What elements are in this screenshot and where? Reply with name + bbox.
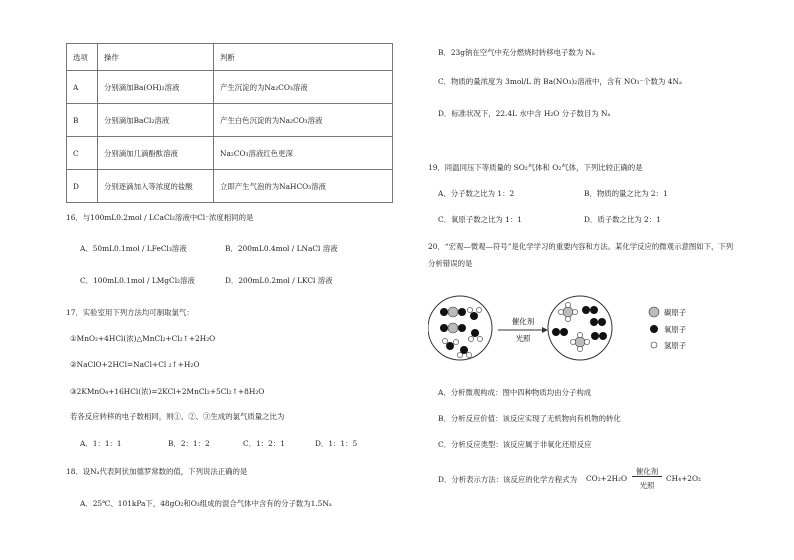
ch4-molecule [570,332,589,351]
o2-molecule [590,318,606,326]
h2o-molecule [468,329,482,342]
arrow-light-label: 光照 [515,334,531,343]
q17-reaction-2: ②NaClO+2HCl=NaCl+Cl ₂↑+H₂O [70,360,200,369]
q16-option-b: B．200mL0.4mol / LNaCl 溶液 [225,244,338,253]
q18-option-b: B．23g钠在空气中充分燃烧时转移电子数为 Nₐ [438,48,595,57]
q20-option-b: B．分析反应价值：该反应实现了无机物向有机物的转化 [438,414,621,423]
co2-molecule [440,307,466,317]
table-header: 判断 [214,44,393,71]
q19-option-c: C．氧原子数之比为 1：1 [438,215,522,224]
table-cell: D [67,170,98,203]
q18-option-c: C．物质的量浓度为 3mol/L 的 Ba(NO₃)₂溶液中，含有 NO₃⁻个数为 4Nₐ [438,77,682,86]
hydrogen-atom-legend-icon [651,342,657,348]
arrow-head [542,327,548,333]
table-cell: Na₂CO₃溶液红色更深 [214,137,393,170]
q20-equation-light: 光照 [639,481,655,490]
table-cell: A [67,71,98,104]
q20-stem-cont: 分析错误的是 [428,259,473,268]
q20-option-a: A．分析微观构成：图中四种物质均由分子构成 [438,388,592,397]
q19-option-a: A．分子数之比为 1：2 [438,189,515,198]
options-table [66,43,393,203]
table-row [67,170,393,203]
ch4-molecule [558,302,577,321]
arrow-catalyst-label: 催化剂 [511,317,535,326]
carbon-atom-legend-icon [649,307,659,317]
reaction-diagram [428,288,718,370]
oxygen-atom-legend-icon [650,325,658,333]
q20-equation-catalyst: 催化剂 [635,467,659,476]
table-header: 操作 [98,44,214,71]
q18-option-d: D．标准状况下，22.4L 水中含 H₂O 分子数目为 Nₐ [438,109,611,118]
q17-stem: 17．实验室用下列方法均可制取氯气： [66,308,194,317]
q20-option-c: C．分析反应类型：该反应属于非氧化还原反应 [438,440,592,449]
table-cell: 分别逐滴加入等浓度的盐酸 [98,170,214,203]
q16-option-c: C．100mL0.1mol / LMgCl₂溶液 [80,276,195,285]
q17-question: 若各反应转移的电子数相同，则①、②、③生成的氯气质量之比为 [70,412,285,421]
legend-hydrogen: 氢原子 [664,341,687,350]
table-cell: 产生沉淀的为Na₂CO₃溶液 [214,71,393,104]
q20-stem: 20．“宏观—微观—符号”是化学学习的重要内容和方法。某化学反应的微观示意图如下，下列 [428,242,734,251]
q20-equation-right: CH₄+2O₂ [666,474,701,483]
o2-molecule [591,332,607,340]
table-header: 选项 [67,44,98,71]
q17-option-a: A．1：1：1 [80,439,122,448]
q19-option-d: D．质子数之比为 2：1 [584,215,661,224]
q18-option-a: A．25℃、101kPa下，48gO₂和O₃组成的混合气体中含有的分子数为1.5Nₐ [80,499,332,508]
table-cell: 产生白色沉淀的为Na₂CO₃溶液 [214,104,393,137]
table-row [67,104,393,137]
q20-equation-left: CO₂+2H₂O [586,474,628,483]
legend-oxygen: 氧原子 [664,325,687,334]
table-row [67,137,393,170]
table-cell: 分别滴加几滴酚酞溶液 [98,137,214,170]
q17-option-b: B．2：1：2 [168,439,210,448]
table-cell: 分别滴加Ba(OH)₂溶液 [98,71,214,104]
q20-equation-arrow [632,476,662,477]
co2-molecule [440,323,466,333]
table-row [67,71,393,104]
q17-reaction-3: ③2KMnO₄+16HCl(浓)=2KCl+2MnCl₂+5Cl₂↑+8H₂O [70,387,265,396]
q17-reaction-1: ①MnO₂+4HCl(浓)△MnCl₂+Cl₂↑+2H₂O [70,334,216,343]
q16-option-a: A．50mL0.1mol / LFeCl₃溶液 [80,244,187,253]
table-cell: 立即产生气泡的为NaHCO₃溶液 [214,170,393,203]
q17-option-d: D．1：1：5 [315,439,358,448]
table-cell: B [67,104,98,137]
h2o-molecule [442,338,458,350]
o2-molecule [582,306,598,314]
q18-stem: 18．设Nₐ代表阿伏加德罗常数的值，下列说法正确的是 [66,467,248,476]
h2o-molecule [457,346,471,358]
q19-option-b: B．物质的量之比为 2：1 [584,189,668,198]
table-cell: C [67,137,98,170]
h2o-molecule [467,307,481,320]
q19-stem: 19．同温同压下等质量的 SO₂气体和 O₂气体，下列比较正确的是 [428,163,643,172]
legend-carbon: 碳原子 [664,308,687,317]
table-cell: 分别滴加BaCl₂溶液 [98,104,214,137]
q16-option-d: D．200mL0.2mol / LKCl 溶液 [225,276,333,285]
q20-option-d: D．分析表示方法：该反应的化学方程式为 [438,475,577,484]
q17-option-c: C．1：2：1 [243,439,285,448]
q16-stem: 16．与100mL0.2mol / LCaCl₂溶液中Cl⁻浓度相同的是 [66,213,254,222]
o2-molecule [552,328,568,336]
